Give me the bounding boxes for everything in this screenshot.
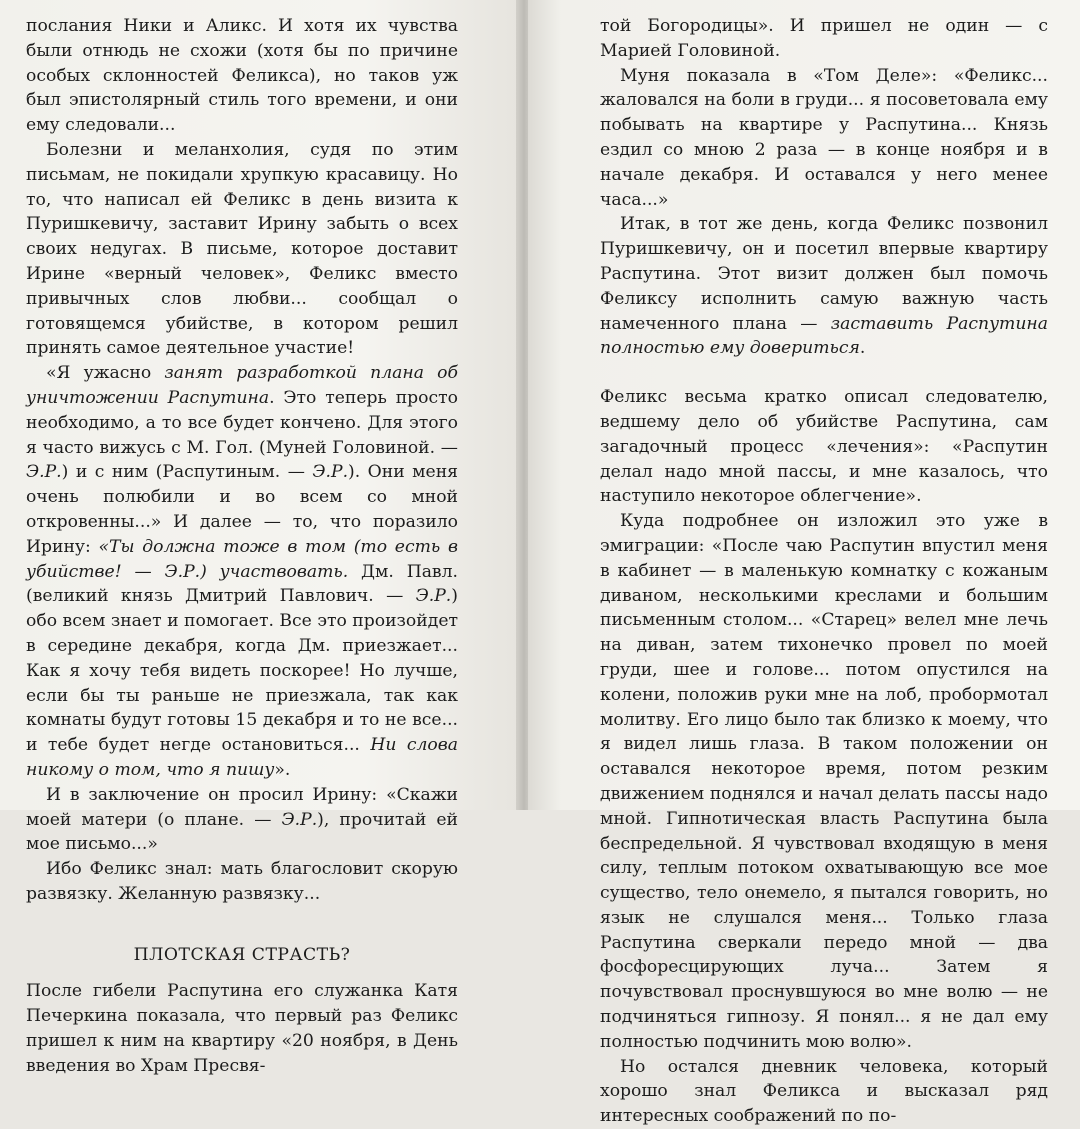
text-run: . — [859, 338, 866, 359]
italic-run: «Ты должна тоже в том (то есть в убийстве! — Э.Р.) участвовать. — [26, 536, 458, 582]
left-text-column — [26, 14, 458, 1079]
text-run: Итак, в тот же день, когда Феликс позвонил Пуришкевичу, он и посетил впервые квартиру Распутина. Этот визит должен был помочь Феликсу исполнить самую важную часть намеченного плана — — [600, 214, 1048, 334]
letter-quote-paragraph — [26, 361, 458, 783]
text-run: ) и с ним (Распутиным. — — [61, 462, 313, 483]
text-run: ), прочитай ей мое письмо...» — [26, 809, 458, 855]
paragraph: После гибели Распутина его служанка Катя Печеркина показала, что первый раз Феликс пришел к ним на квартиру «20 ноября, в День введения во Храм Пресвя- — [26, 981, 458, 1076]
text-run: . Это теперь просто необходимо, а то все будет кончено. Для этого я часто вижусь с М. Гол. (Муней Головиной. — — [26, 387, 458, 458]
italic-run: занят разработкой плана об уничтожении Распутина — [26, 363, 458, 408]
italic-run: Э.Р. — [312, 462, 349, 483]
paragraph: послания Ники и Аликс. И хотя их чувства были отнюдь не схожи (хотя бы по причине особых склонностей Феликса), но таков уж был эпистолярный стиль того времени, и они ему следовали... — [26, 16, 458, 136]
paragraph: Муня показала в «Том Деле»: «Феликс... жаловался на боли в груди... я посоветовала ему побывать на квартире у Распутина... Князь ездил со мною 2 раза — в конце ноября и в начале декабря. И оставался у него менее часа...» — [600, 65, 1048, 210]
left-page — [0, 0, 520, 1076]
paragraph — [600, 212, 1048, 361]
paragraph: Феликс весьма кратко описал следователю, ведшему дело об убийстве Распутина, сам загадочный процесс «лечения»: «Распутин делал надо мной пассы, и мне казалось, что наступило некоторое облегчение». — [600, 387, 1048, 507]
paragraph: той Богородицы». И пришел не один — с Марией Головиной. — [600, 16, 1048, 61]
paragraph: Куда подробнее он изложил это уже в эмиграции: «После чаю Распутин впустил меня в кабинет — в маленькую комнатку с кожаным диваном, несколькими креслами и большим письменным столом... «Старец» велел мне лечь на диван, затем тихонечко провел по моей груди, шее и голове... потом опустился на колени, положив руки мне на лоб, пробормотал молитву. Его лицо было так близко к моему, что я видел лишь глаза. В таком положении он оставался некоторое время, потом резким движением поднялся и начал делать пассы надо мной. Гипнотическая власть Распутина была беспредельной. Я чувствовал входящую в меня силу, теплым потоком охватывающую все мое существо, тело онемело, я пытался говорить, но язык не слушался меня... Только глаза Распутина сверкали передо мной — два фосфоресцирующих луча... Затем я почувствовал проснувшуюся во мне волю — не подчиняться гипнозу. Я понял... я не дал ему полностью подчинить мою волю». — [600, 511, 1048, 1052]
text-run: ) обо всем знает и помогает. Все это произойдет в середине декабря, когда Дм. приезжает... Как я хочу тебя видеть поскорее! Но лучше, если бы ты раньше не приезжала, так как комнаты будут готовы 15 декабря и то не все... и тебе будет негде остановиться... — [26, 586, 458, 756]
text-run: Дм. Павл. (великий князь Дмитрий Павлович. — — [26, 561, 458, 607]
text-run: И в заключение он просил Ирину: «Скажи моей матери (о плане. — — [26, 784, 458, 830]
text-run: «Я ужасно — [46, 363, 165, 384]
italic-run: Ни слова никому о том, что я пишу — [26, 735, 458, 780]
italic-run: Э.Р. — [26, 462, 62, 483]
paragraph: Но остался дневник человека, который хорошо знал Феликса и высказал ряд интересных соображений по по- — [600, 1056, 1048, 1127]
paragraph — [26, 783, 458, 857]
right-page — [528, 0, 1080, 1127]
italic-run: Э.Р. — [415, 586, 452, 607]
right-text-column — [600, 14, 1048, 1129]
paragraph: Ибо Феликс знал: мать благословит скорую развязку. Желанную развязку... — [26, 859, 458, 904]
paragraph: Болезни и меланхолия, судя по этим письмам, не покидали хрупкую красавицу. Но то, что написал ей Феликс в день визита к Пуришкевичу, заставит Ирину забыть о всех своих недугах. В письме, которое доставит Ирине «верный человек», Феликс вместо привычных слов любви... сообщал о готовящемся убийстве, в котором решил принять самое деятельное участие! — [26, 139, 458, 359]
italic-run: заставить Распутина полностью ему довериться — [600, 313, 1048, 359]
section-gap — [600, 361, 1048, 385]
italic-run: Э.Р. — [281, 809, 318, 830]
text-run: ». — [274, 759, 291, 780]
text-run: ). Они меня очень полюбили и во всем со мной откровенны...» И далее — то, что поразило Ирину: — [26, 462, 458, 557]
section-heading: ПЛОТСКАЯ СТРАСТЬ? — [133, 944, 351, 965]
